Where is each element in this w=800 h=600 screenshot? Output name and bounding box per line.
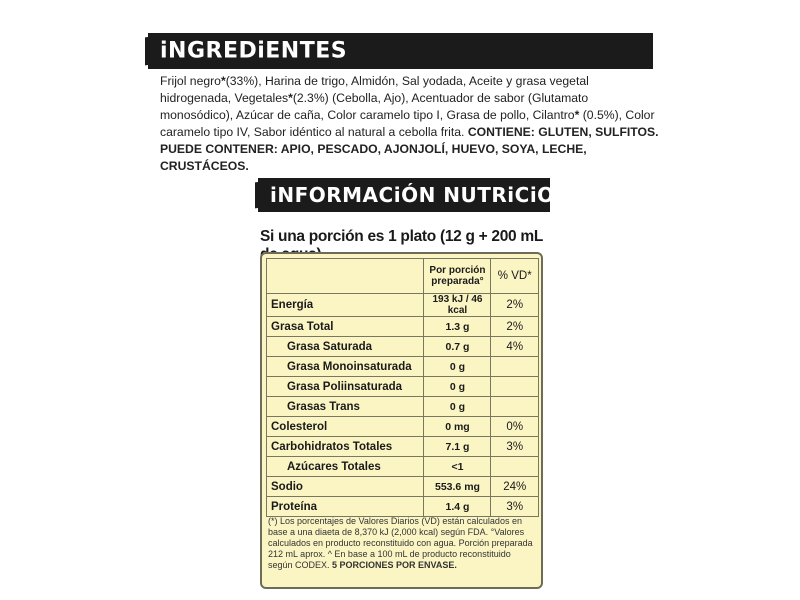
table-row (267, 457, 539, 477)
nutrient-vd: 0% (491, 417, 539, 437)
nutrient-value: 7.1 g (424, 437, 491, 457)
nutrient-name: Carbohidratos Totales (267, 437, 424, 457)
nutrient-vd: 2% (491, 294, 539, 317)
table-header-row (267, 259, 539, 294)
nutrient-value: 0.7 g (424, 337, 491, 357)
table-row (267, 294, 539, 317)
nutrient-name: Energía (267, 294, 424, 317)
nutrient-value: 0 mg (424, 417, 491, 437)
nutrient-vd (491, 397, 539, 417)
nutrition-table (266, 258, 539, 517)
footnote-text: (*) Los porcentajes de Valores Diarios (VD) están calculados en base a una diaeta de 8,370 kJ (2,000 kcal) según FDA. °Valores calculados en producto reconstituido con agua. Porción preparada 212 mL aprox. ^ En base a 100 mL de producto reconstituido según CODEX. (268, 516, 533, 570)
ingredients-text-part: Frijol negro (160, 74, 221, 88)
nutrient-vd: 4% (491, 337, 539, 357)
nutrient-value: 0 g (424, 357, 491, 377)
nutrient-value: 553.6 mg (424, 477, 491, 497)
footnote-servings: 5 PORCIONES POR ENVASE. (332, 560, 457, 570)
nutrient-value: <1 (424, 457, 491, 477)
ingredients-text-part: * (220, 74, 226, 88)
nutrient-vd (491, 357, 539, 377)
nutrient-name: Grasas Trans (267, 397, 424, 417)
ingredients-text-part: * (574, 108, 580, 122)
header-value-label: Por porción preparada (429, 265, 486, 287)
nutrient-name: Grasa Monoinsaturada (267, 357, 424, 377)
table-row (267, 377, 539, 397)
table-row (267, 337, 539, 357)
ingredients-banner (148, 33, 653, 69)
nutrient-value: 1.3 g (424, 317, 491, 337)
nutrient-name: Grasa Poliinsaturada (267, 377, 424, 397)
nutrient-name: Sodio (267, 477, 424, 497)
nutrient-vd: 2% (491, 317, 539, 337)
ingredients-text-part: * (288, 91, 293, 105)
nutrient-vd (491, 457, 539, 477)
ingredients-text-part: (33%), Harina de trigo, Almidón, Sal yodada, Aceite y grasa vegetal hidrogenada, Vegetales (160, 74, 589, 105)
ingredients-title: iNGREDiENTES (160, 38, 348, 64)
table-row (267, 417, 539, 437)
nutrient-value: 193 kJ / 46 kcal (424, 294, 491, 317)
header-value-col (424, 259, 491, 294)
nutrition-banner (258, 178, 602, 212)
table-row (267, 497, 539, 517)
table-row (267, 397, 539, 417)
nutrient-name: Grasa Saturada (267, 337, 424, 357)
nutrient-name: Grasa Total (267, 317, 424, 337)
nutrient-value: 1.4 g (424, 497, 491, 517)
table-row (267, 357, 539, 377)
nutrition-title: iNFORMACiÓN NUTRiCiONAL (270, 183, 602, 207)
table-row (267, 317, 539, 337)
ingredients-text-part: (2.3%) (Cebolla, Ajo), Acentuador de sabor (Glutamato monosódico), Azúcar de caña, Color caramelo tipo I, Grasa de pollo, Cilantro (160, 91, 589, 122)
portion-size: Si una porción es 1 plato (12 g + 200 mL (260, 228, 543, 245)
footnote (268, 516, 536, 571)
table-row (267, 437, 539, 457)
table-row (267, 477, 539, 497)
nutrient-value: 0 g (424, 377, 491, 397)
nutrient-name: Proteína (267, 497, 424, 517)
ingredients-text-part: (0.5%), Color caramelo tipo IV, Sabor idéntico al natural a cebolla frita. (160, 108, 655, 139)
nutrient-vd: 3% (491, 497, 539, 517)
nutrient-vd (491, 377, 539, 397)
nutrition-facts-panel (260, 252, 543, 589)
ingredients-text (160, 73, 660, 175)
nutrient-name: Azúcares Totales (267, 457, 424, 477)
header-vd-col: % VD* (491, 259, 539, 294)
header-value-mark: ° (479, 276, 484, 287)
header-empty-cell (267, 259, 424, 294)
nutrient-vd: 24% (491, 477, 539, 497)
ingredients-text-part: CONTIENE: GLUTEN, SULFITOS. PUEDE CONTENER: APIO, PESCADO, AJONJOLÍ, HUEVO, SOYA, LECHE, CRUSTÁCEOS. (160, 125, 659, 173)
nutrient-name: Colesterol (267, 417, 424, 437)
nutrient-vd: 3% (491, 437, 539, 457)
nutrient-value: 0 g (424, 397, 491, 417)
